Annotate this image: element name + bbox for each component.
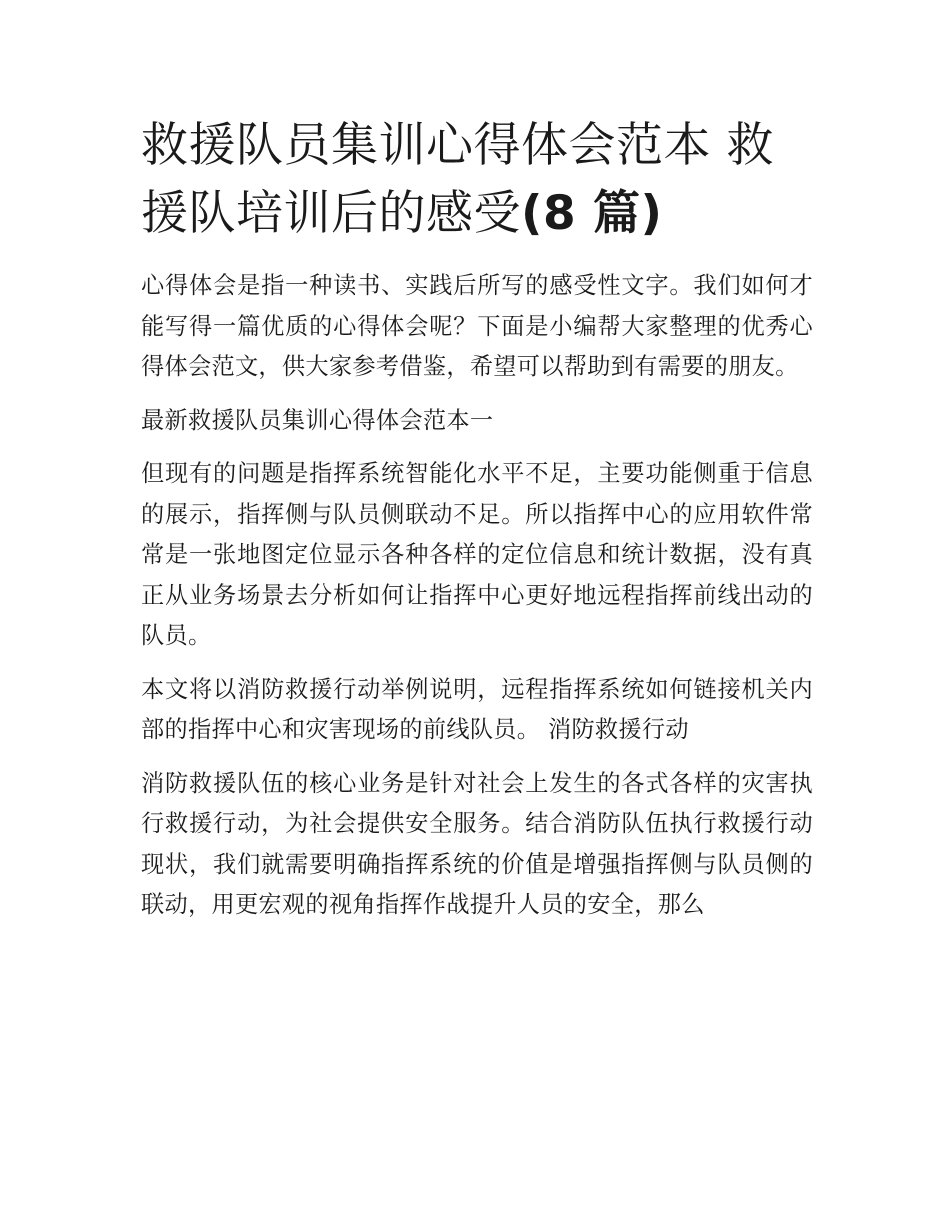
document-title bbox=[141, 112, 813, 248]
title-main: 救援队员集训心得体会范本 救援队培训后的感受 bbox=[141, 118, 774, 241]
body-paragraph: 消防救援队伍的核心业务是针对社会上发生的各式各样的灾害执行救援行动，为社会提供安全服务。结合消防队伍执行救援行动现状，我们就需要明确指挥系统的价值是增强指挥侧与队员侧的联动，用更宏观的视角指挥作战提升人员的安全，那么 bbox=[141, 769, 813, 918]
section-heading: 最新救援队员集训心得体会范本一 bbox=[141, 406, 494, 434]
document-body bbox=[141, 266, 813, 926]
document-page bbox=[141, 112, 813, 926]
title-count: (8 篇) bbox=[521, 186, 663, 241]
body-paragraph: 本文将以消防救援行动举例说明，远程指挥系统如何链接机关内部的指挥中心和灾害现场的前线队员。 消防救援行动 bbox=[141, 675, 813, 743]
intro-paragraph: 心得体会是指一种读书、实践后所写的感受性文字。我们如何才能写得一篇优质的心得体会呢？下面是小编帮大家整理的优秀心得体会范文，供大家参考借鉴，希望可以帮助到有需要的朋友。 bbox=[141, 272, 813, 380]
body-paragraph: 但现有的问题是指挥系统智能化水平不足，主要功能侧重于信息的展示，指挥侧与队员侧联动不足。所以指挥中心的应用软件常常是一张地图定位显示各种各样的定位信息和统计数据，没有真正从业务场景去分析如何让指挥中心更好地远程指挥前线出动的队员。 bbox=[141, 460, 813, 649]
